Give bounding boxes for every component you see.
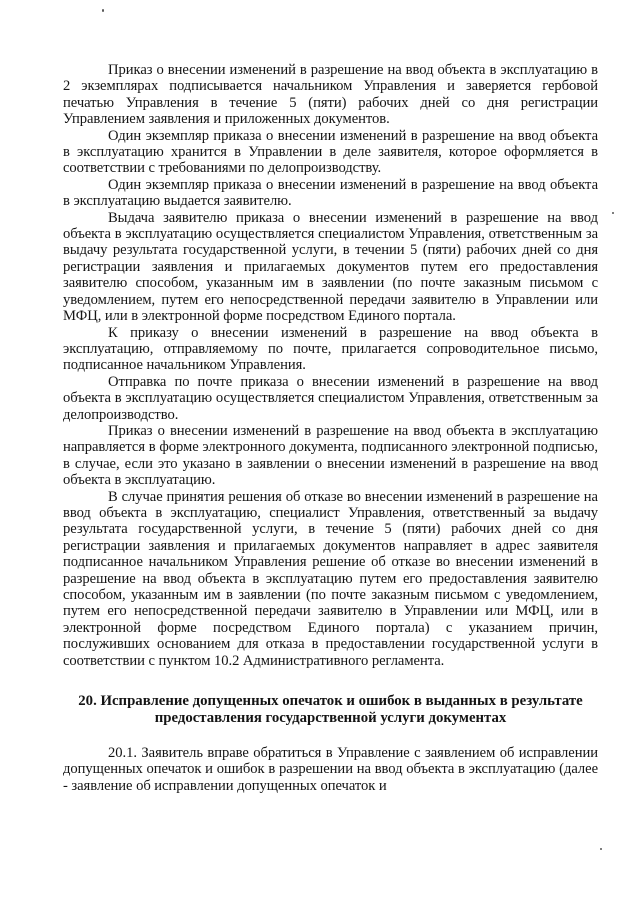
- scan-speck: [102, 9, 104, 12]
- paragraph: Выдача заявителю приказа о внесении изменений в разрешение на ввод объекта в эксплуатацию осуществляется специалистом Управления, ответственным за выдачу результата государственной услуги, в течении 5 (пяти) рабочих дней со дня регистрации заявления и прилагаемых документов путем его предоставления заявителю способом, указанным им в заявлении (по почте заказным письмом с уведомлением, путем его непосредственной передачи заявителю в Управлении или МФЦ, или в электронной форме посредством Единого портала.: [63, 209, 598, 325]
- paragraph: Один экземпляр приказа о внесении изменений в разрешение на ввод объекта в эксплуатацию хранится в Управлении в деле заявителя, которое оформляется в соответствии с требованиями по делопроизводству.: [63, 127, 598, 177]
- section-heading: 20. Исправление допущенных опечаток и ошибок в выданных в результате предоставления государственной услуги документах: [78, 693, 583, 727]
- paragraph: Отправка по почте приказа о внесении изменений в разрешение на ввод объекта в эксплуатацию осуществляется специалистом Управления, ответственным за делопроизводство.: [63, 373, 598, 423]
- paragraph: Приказ о внесении изменений в разрешение на ввод объекта в эксплуатацию в 2 экземплярах подписывается начальником Управления и заверяется гербовой печатью Управления в течение 5 (пяти) рабочих дней со дня регистрации Управлением заявления и приложенных документов.: [63, 62, 598, 128]
- paragraph: Один экземпляр приказа о внесении изменений в разрешение на ввод объекта в эксплуатацию выдается заявителю.: [63, 176, 598, 210]
- paragraph: К приказу о внесении изменений в разрешение на ввод объекта в эксплуатацию, отправляемому по почте, прилагается сопроводительное письмо, подписанное начальником Управления.: [63, 324, 598, 374]
- scan-speck: [612, 212, 614, 214]
- paragraph: В случае принятия решения об отказе во внесении изменений в разрешение на ввод объекта в эксплуатацию, специалист Управления, ответственный за выдачу результата государственной услуги, в течение 5 (пяти) рабочих дней со дня регистрации заявления и прилагаемых документов направляет в адрес заявителя подписанное начальником Управления решение об отказе во внесении изменений в разрешение на ввод объекта в эксплуатацию путем его предоставления заявителю способом, указанным им в заявлении (по почте заказным письмом с уведомлением, путем его непосредственной передачи заявителю в Управлении или МФЦ, или в электронной форме посредством Единого портала) с указанием причин, послуживших основанием для отказа в предоставлении государственной услуги в соответствии с пунктом 10.2 Административного регламента.: [63, 488, 598, 669]
- paragraph: Приказ о внесении изменений в разрешение на ввод объекта в эксплуатацию направляется в форме электронного документа, подписанного электронной подписью, в случае, если это указано в заявлении о внесении изменений в разрешение на ввод объекта в эксплуатацию.: [63, 422, 598, 489]
- paragraph: 20.1. Заявитель вправе обратиться в Управление с заявлением об исправлении допущенных опечаток и ошибок в разрешении на ввод объекта в эксплуатацию (далее - заявление об исправлении допущенных опечаток и: [63, 745, 598, 794]
- document-body: [63, 62, 598, 794]
- scan-speck: [600, 848, 602, 850]
